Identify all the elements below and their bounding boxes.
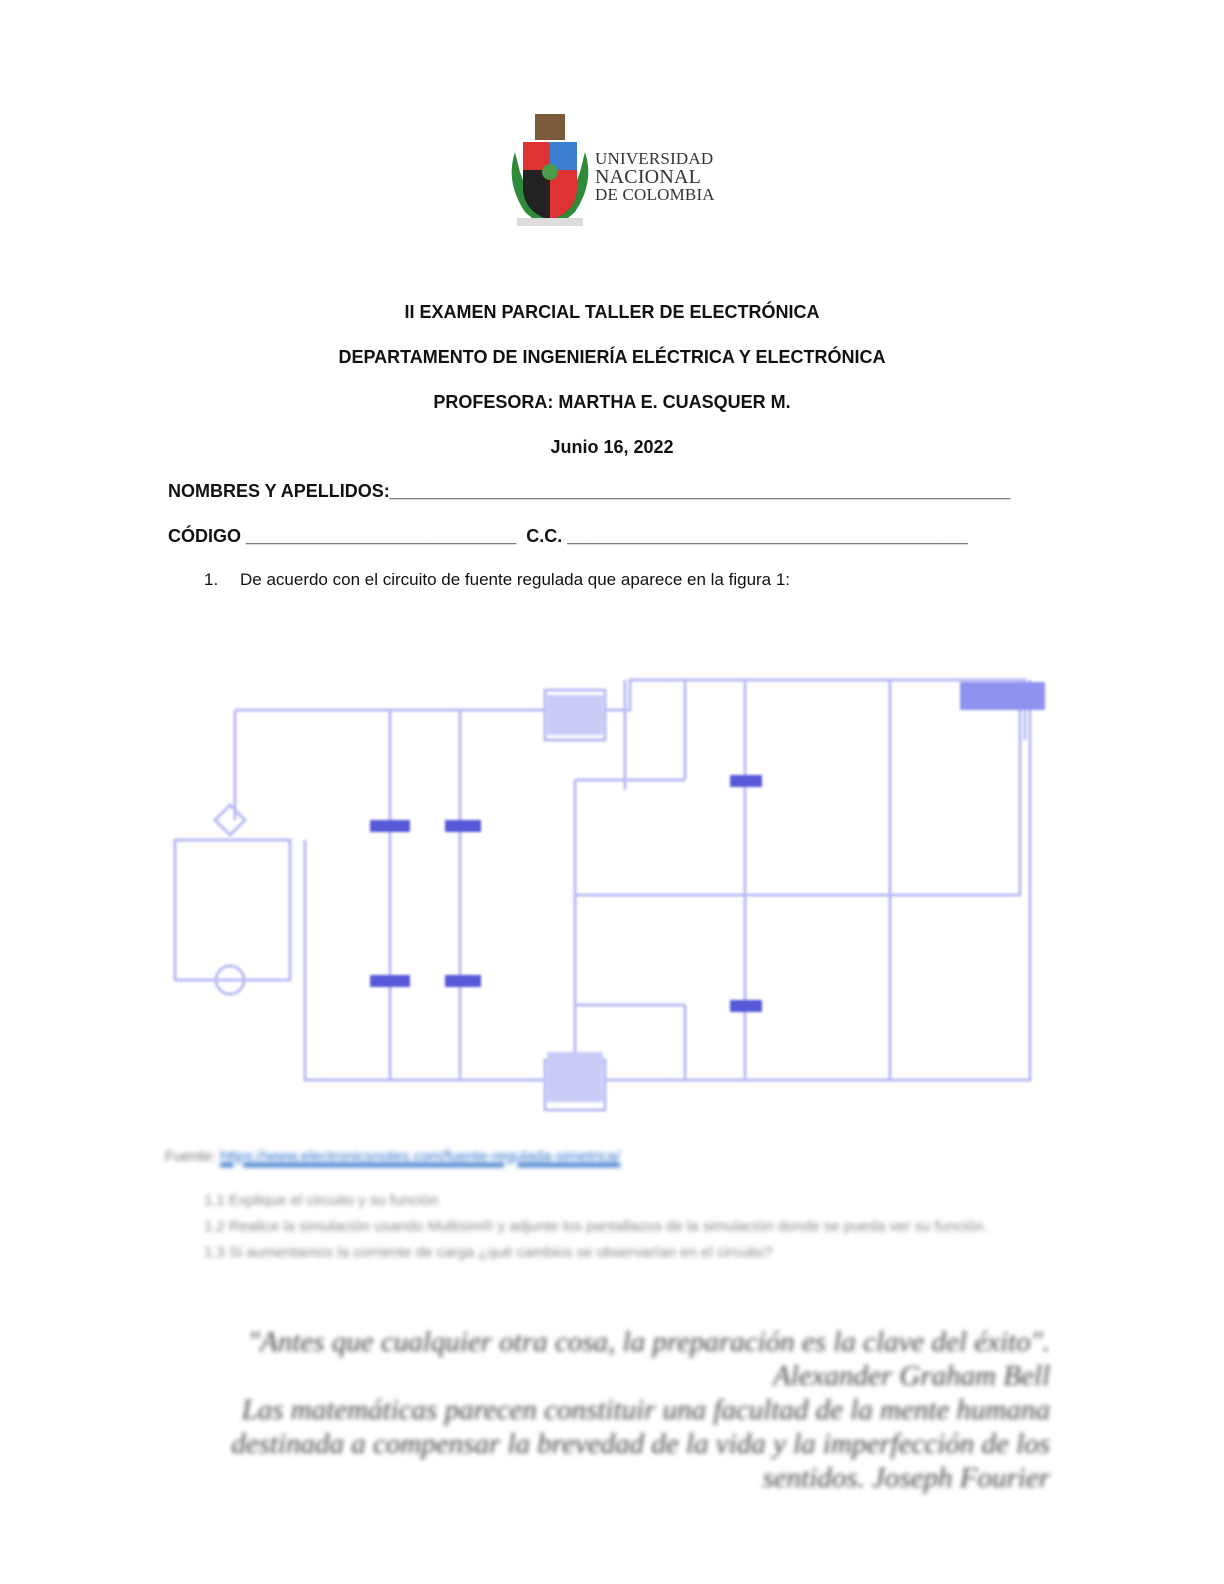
source-label: Fuente: [165, 1148, 216, 1165]
sub-question: 1.2 Realice la simulación usando Multisim® y adjunte los pantallazos de la simulación donde se pueda ver su función. [204, 1218, 988, 1235]
university-name [595, 150, 715, 204]
sub-questions [204, 1188, 1049, 1266]
question-text: De acuerdo con el circuito de fuente regulada que aparece en la figura 1: [240, 570, 791, 589]
quote-bell: "Antes que cualquier otra cosa, la preparación es la clave del éxito". [247, 1326, 1050, 1358]
logo-line2: NACIONAL [595, 166, 702, 188]
regulated-supply-circuit-figure [165, 660, 1055, 1120]
sub-question: 1.3 Si aumentamos la corriente de carga ¿qué cambios se observarían en el circuito? [204, 1244, 773, 1261]
names-field[interactable]: NOMBRES Y APELLIDOS:______________________________________________________________ [168, 481, 1011, 501]
logo-line1: UNIVERSIDAD [595, 149, 714, 168]
professor: PROFESORA: MARTHA E. CUASQUER M. [433, 392, 791, 412]
question-number: 1. [204, 570, 219, 589]
sub-question: 1.1 Explique el circuito y su función [204, 1192, 439, 1209]
code-id-field[interactable]: CÓDIGO ___________________________ C.C. ________________________________________ [168, 526, 968, 546]
quote-fourier: Las matemáticas parecen constituir una facultad de la mente humana destinada a compensar la brevedad de la vida y la imperfección de los sentidos. Joseph Fourier [231, 1394, 1050, 1494]
logo-line3: DE COLOMBIA [595, 185, 715, 204]
quotes [175, 1325, 1050, 1495]
department: DEPARTAMENTO DE INGENIERÍA ELÉCTRICA Y ELECTRÓNICA [338, 347, 886, 367]
source-link[interactable]: https://www.electronicsnotes.com/fuente-regulada-simetrica/ [220, 1148, 621, 1165]
exam-title: II EXAMEN PARCIAL TALLER DE ELECTRÓNICA [404, 302, 820, 322]
figure-source [165, 1148, 620, 1165]
question-1 [204, 570, 790, 590]
exam-date: Junio 16, 2022 [550, 437, 674, 457]
quote-bell-author: Alexander Graham Bell [772, 1360, 1050, 1392]
